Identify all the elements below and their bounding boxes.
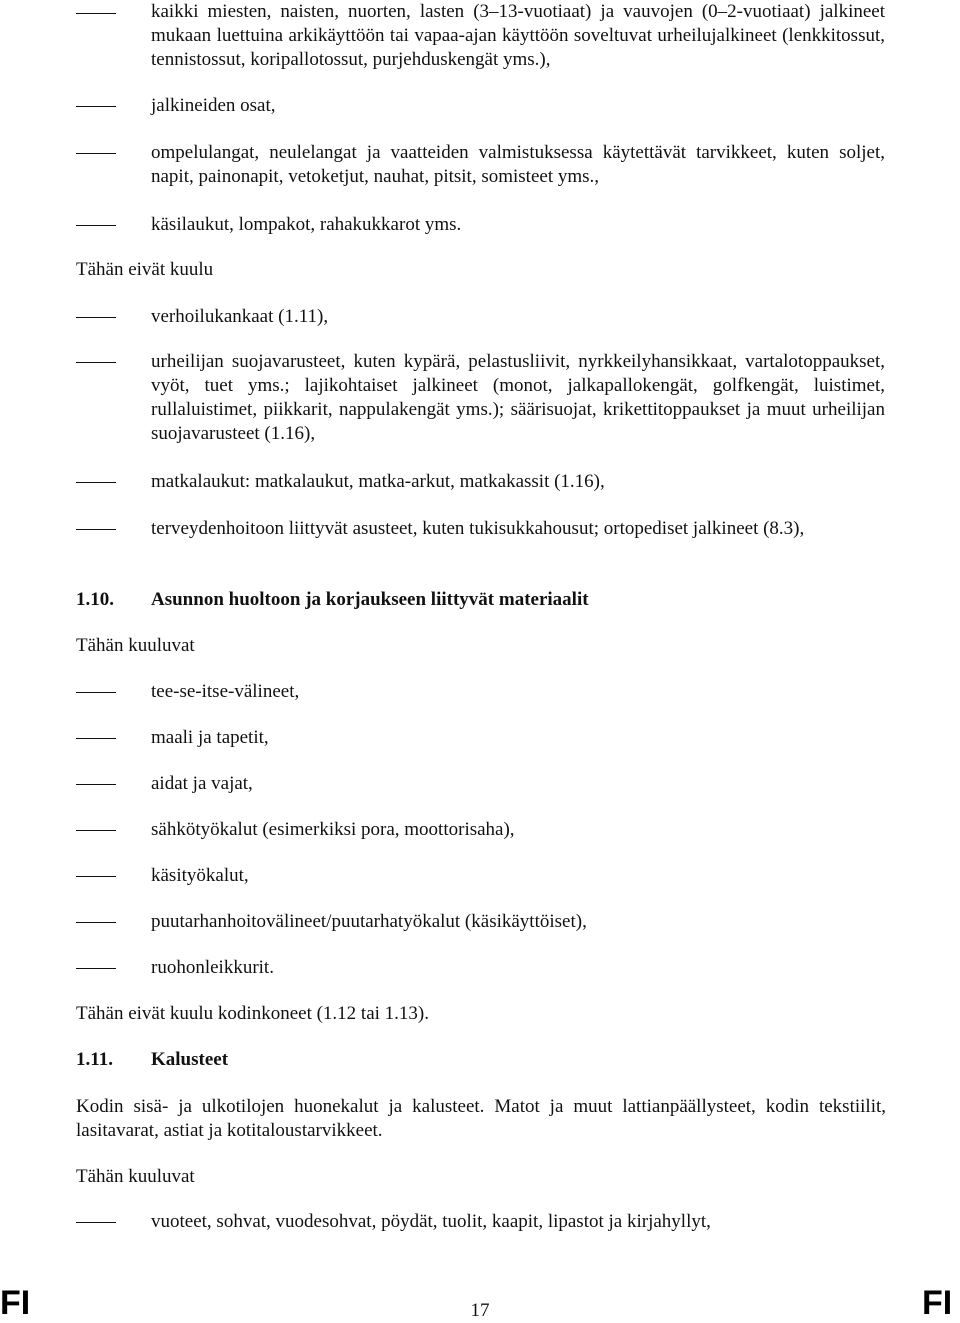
footer-language-code-right: FI — [922, 1284, 953, 1322]
excluded-note: Tähän eivät kuulu kodinkoneet (1.12 tai 1.13). — [76, 1003, 429, 1024]
dash-bullet — [76, 830, 116, 831]
dash-bullet — [76, 362, 116, 363]
list-item: sähkötyökalut (esimerkiksi pora, moottorisaha), — [151, 819, 515, 840]
included-heading: Tähän kuuluvat — [76, 635, 195, 656]
dash-bullet — [76, 738, 116, 739]
list-item: kaikki miesten, naisten, nuorten, lasten (3–13-vuotiaat) ja vauvojen (0–2-vuotiaat) jalkineet mukaan luettuina arkikäyttöön tai vapaa-ajan käyttöön soveltuvat urheilujalkineet (lenkkitossut, tennistossut, koripallotossut, purjehduskengät yms.), — [151, 1, 885, 70]
section-number: 1.11. — [76, 1049, 113, 1070]
list-item: käsityökalut, — [151, 865, 249, 886]
page-number: 17 — [470, 1300, 490, 1321]
list-item: ruohonleikkurit. — [151, 957, 274, 978]
dash-bullet — [76, 876, 116, 877]
dash-bullet — [76, 784, 116, 785]
list-item: verhoilukankaat (1.11), — [151, 306, 329, 327]
section-number: 1.10. — [76, 589, 114, 610]
dash-bullet — [76, 153, 116, 154]
dash-bullet — [76, 13, 116, 14]
list-item: ompelulangat, neulelangat ja vaatteiden valmistuksessa käytettävät tarvikkeet, kuten soljet, napit, painonapit, vetoketjut, nauhat, pitsit, somisteet yms., — [151, 142, 885, 187]
list-item: jalkineiden osat, — [151, 95, 276, 116]
dash-bullet — [76, 529, 116, 530]
list-item: urheilijan suojavarusteet, kuten kypärä, pelastusliivit, nyrkkeilyhansikkaat, vartalotoppaukset, vyöt, tuet yms.; lajikohtaiset jalkineet (monot, jalkapallokengät, golfkengät, luistimet, rullaluistimet, piikkarit, nappulakengät yms.); säärisuojat, krikettitoppaukset ja muut urheilijan suojavarusteet (1.16), — [151, 351, 885, 444]
dash-bullet — [76, 1222, 116, 1223]
list-item: tee-se-itse-välineet, — [151, 681, 300, 702]
section-title: Asunnon huoltoon ja korjaukseen liittyvät materiaalit — [151, 589, 589, 610]
dash-bullet — [76, 482, 116, 483]
list-item: puutarhanhoitovälineet/puutarhatyökalut (käsikäyttöiset), — [151, 911, 587, 932]
list-item: käsilaukut, lompakot, rahakukkarot yms. — [151, 214, 462, 235]
list-item: aidat ja vajat, — [151, 773, 253, 794]
dash-bullet — [76, 106, 116, 107]
dash-bullet — [76, 225, 116, 226]
dash-bullet — [76, 922, 116, 923]
excluded-heading: Tähän eivät kuulu — [76, 259, 214, 280]
list-item: vuoteet, sohvat, vuodesohvat, pöydät, tuolit, kaapit, lipastot ja kirjahyllyt, — [151, 1211, 711, 1232]
list-item: matkalaukut: matkalaukut, matka-arkut, matkakassit (1.16), — [151, 471, 605, 492]
footer-language-code-left: FI — [0, 1284, 31, 1322]
section-description: Kodin sisä- ja ulkotilojen huonekalut ja kalusteet. Matot ja muut lattianpäällysteet, kodin tekstiilit, lasitavarat, astiat ja kotitaloustarvikkeet. — [76, 1096, 886, 1141]
list-item: maali ja tapetit, — [151, 727, 269, 748]
dash-bullet — [76, 968, 116, 969]
dash-bullet — [76, 692, 116, 693]
included-heading: Tähän kuuluvat — [76, 1166, 195, 1187]
section-title: Kalusteet — [151, 1049, 229, 1070]
dash-bullet — [76, 317, 116, 318]
list-item: terveydenhoitoon liittyvät asusteet, kuten tukisukkahousut; ortopediset jalkineet (8.3), — [151, 518, 805, 539]
